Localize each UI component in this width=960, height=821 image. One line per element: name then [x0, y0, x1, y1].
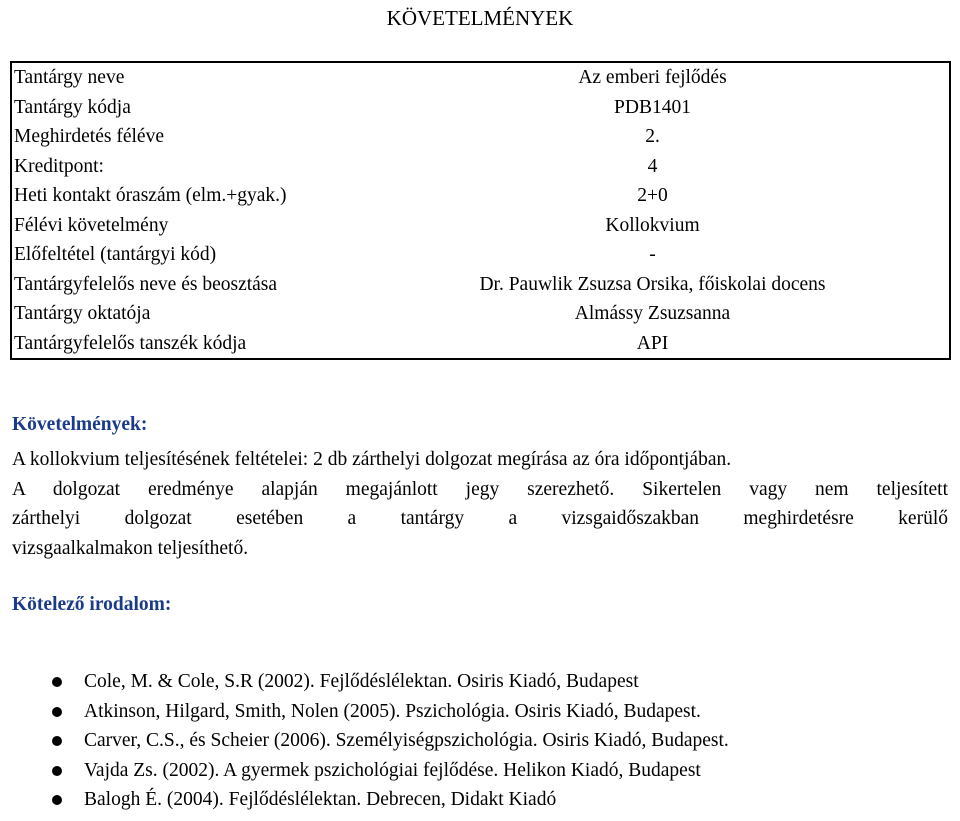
row-value: PDB1401 — [614, 96, 691, 118]
literature-list — [84, 667, 944, 815]
table-row — [11, 211, 950, 241]
page-title: KÖVETELMÉNYEK — [386, 6, 574, 30]
bullet-icon — [52, 736, 62, 746]
bullet-icon — [52, 766, 62, 776]
list-item-text: Vajda Zs. (2002). A gyermek pszichológiai fejlődése. Helikon Kiadó, Budapest — [84, 759, 701, 781]
list-item-text: Carver, C.S., és Scheier (2006). Személyiségpszichológia. Osiris Kiadó, Budapest. — [84, 730, 729, 751]
literature-heading: Kötelező irodalom: — [12, 594, 172, 615]
list-item-text: Cole, M. & Cole, S.R (2002). Fejlődéslélektan. Osiris Kiadó, Budapest — [84, 671, 639, 692]
course-info-table — [10, 61, 951, 360]
bullet-icon — [52, 707, 62, 717]
requirements-line: A dolgozat eredménye alapján megajánlott jegy szerezhető. Sikertelen vagy nem teljesített — [12, 478, 948, 500]
row-label: Előfeltétel (tantárgyi kód) — [14, 244, 217, 266]
list-item — [84, 785, 944, 815]
row-label: Tantárgy oktatója — [14, 303, 151, 325]
row-value: Dr. Pauwlik Zsuzsa Orsika, főiskolai docens — [479, 273, 826, 295]
table-row — [11, 240, 950, 270]
list-item-text: Balogh É. (2004). Fejlődéslélektan. Debrecen, Didakt Kiadó — [84, 789, 557, 810]
bullet-icon — [52, 795, 62, 805]
row-label: Kreditpont: — [14, 155, 104, 177]
bullet-icon — [52, 677, 62, 687]
table-row — [11, 181, 950, 211]
row-label: Tantárgy neve — [14, 67, 125, 89]
row-value: Kollokvium — [605, 214, 700, 236]
requirements-line: A kollokvium teljesítésének feltételei: 2 db zárthelyi dolgozat megírása az óra időpontjában. — [12, 449, 732, 470]
table-row — [11, 329, 950, 360]
list-item-text: Atkinson, Hilgard, Smith, Nolen (2005). Pszichológia. Osiris Kiadó, Budapest. — [84, 700, 701, 722]
table-row — [11, 152, 950, 182]
list-item — [84, 726, 944, 756]
row-label: Meghirdetés féléve — [14, 126, 164, 148]
requirements-line: zárthelyi dolgozat esetében a tantárgy a vizsgaidőszakban meghirdetésre kerülő — [12, 508, 948, 529]
row-value: 2+0 — [637, 185, 668, 207]
row-value: API — [636, 332, 669, 354]
row-value: 2. — [645, 126, 660, 148]
row-value: 4 — [647, 155, 658, 177]
row-value: Az emberi fejlődés — [578, 67, 727, 89]
row-value: - — [649, 244, 656, 266]
list-item — [84, 667, 944, 697]
row-label: Tantárgy kódja — [14, 96, 131, 118]
row-value: Almássy Zsuzsanna — [574, 303, 731, 325]
row-label: Félévi követelmény — [14, 214, 169, 236]
requirements-text — [12, 445, 948, 563]
table-row — [11, 122, 950, 152]
table-row — [11, 62, 950, 93]
list-item — [84, 756, 944, 786]
requirements-line: vizsgaalkalmakon teljesíthető. — [12, 537, 249, 559]
row-label: Heti kontakt óraszám (elm.+gyak.) — [14, 185, 287, 207]
list-item — [84, 697, 944, 727]
requirements-heading: Követelmények: — [12, 414, 148, 435]
table-row — [11, 93, 950, 123]
row-label: Tantárgyfelelős tanszék kódja — [14, 332, 247, 354]
table-row — [11, 299, 950, 329]
row-label: Tantárgyfelelős neve és beosztása — [14, 273, 278, 295]
table-row — [11, 270, 950, 300]
